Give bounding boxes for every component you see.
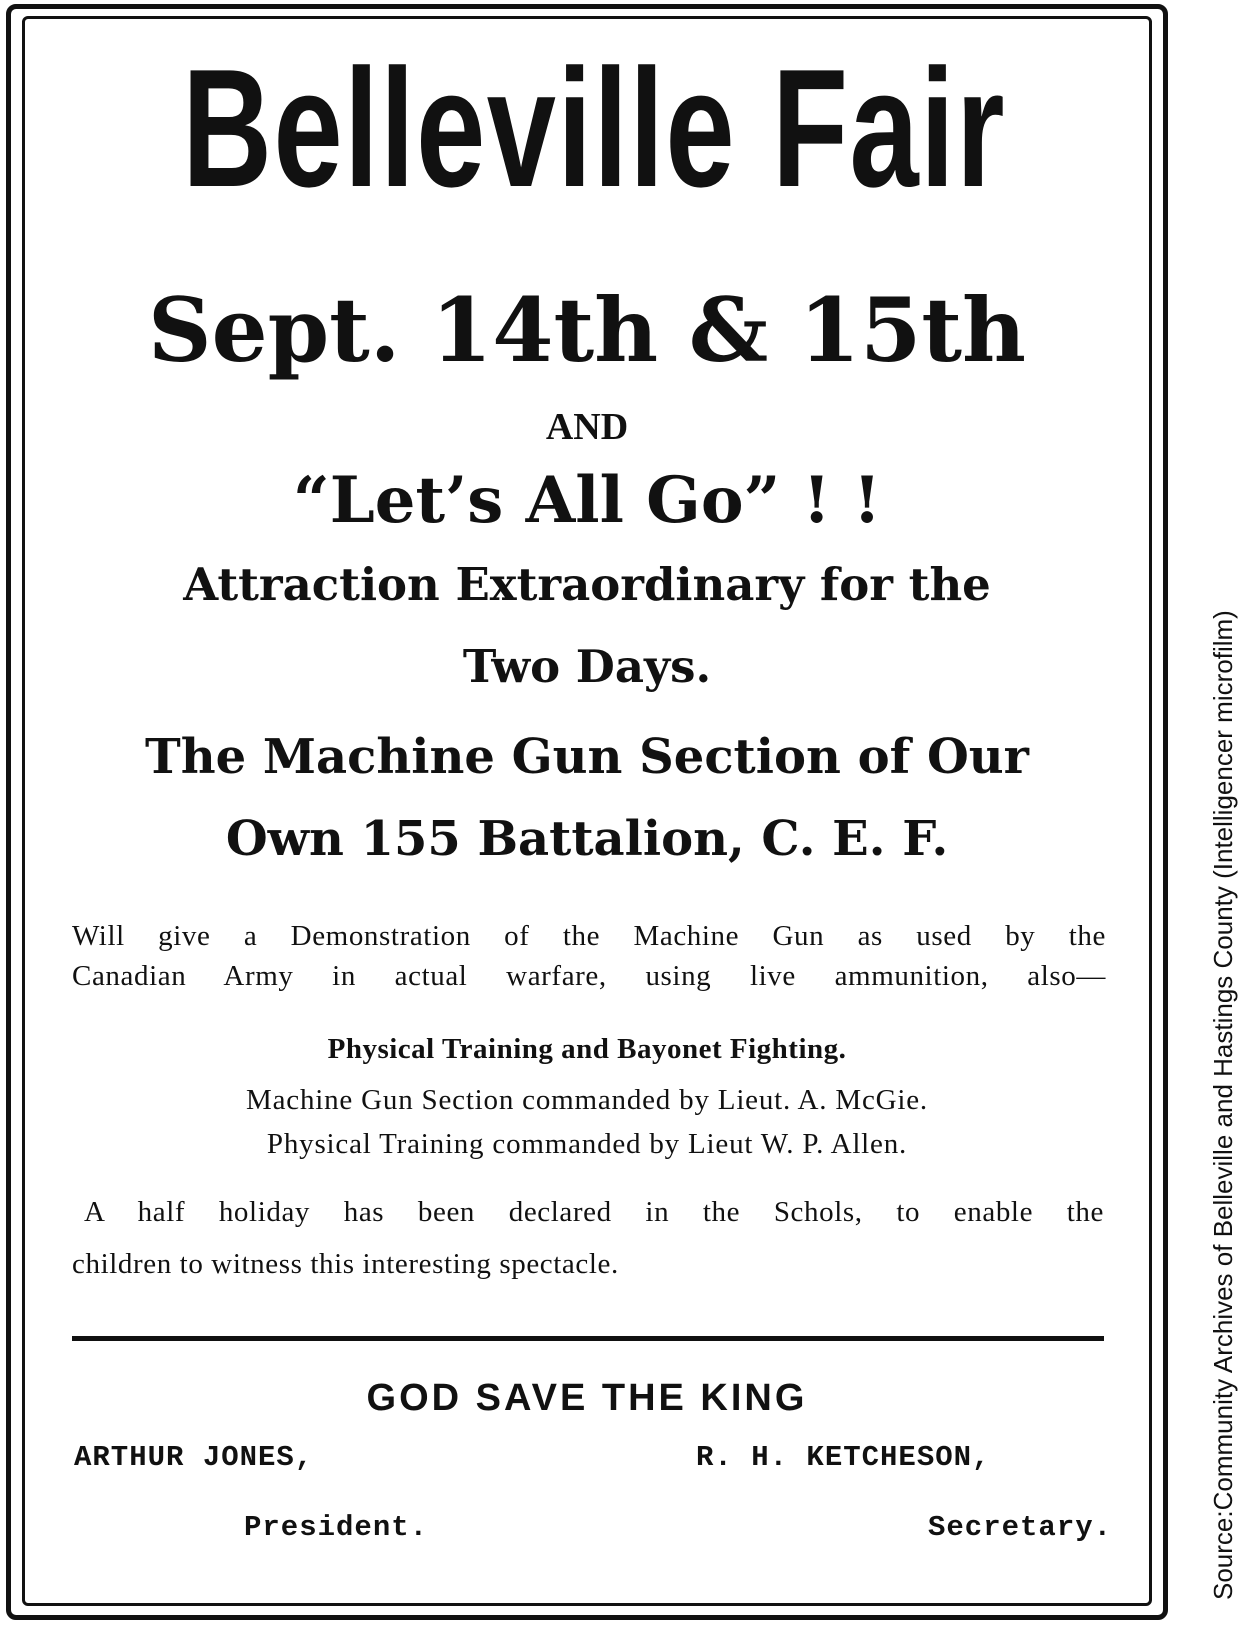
fair-dates: Sept. 14th & 15th bbox=[148, 278, 1026, 382]
secretary-title: Secretary. bbox=[928, 1511, 1113, 1544]
conjunction-text: AND bbox=[545, 406, 629, 448]
slogan: “Let’s All Go” ! ! bbox=[292, 463, 882, 538]
holiday-paragraph bbox=[72, 1186, 1104, 1290]
battalion-heading bbox=[40, 716, 1134, 880]
demonstration-paragraph bbox=[72, 916, 1106, 996]
source-credit: Source:Community Archives of Belleville and Hastings County (Intelligencer microfilm) bbox=[1208, 610, 1238, 1600]
ad-title: Belleville Fair bbox=[182, 34, 1007, 222]
newspaper-advertisement bbox=[40, 30, 1134, 1590]
attraction-line: Two Days. bbox=[462, 640, 712, 693]
command-line: Physical Training commanded by Lieut W. P. Allen. bbox=[266, 1128, 908, 1160]
battalion-line: Own 155 Battalion, C. E. F. bbox=[225, 811, 949, 867]
horizontal-divider bbox=[72, 1336, 1104, 1341]
paragraph-line: Will give a Demonstration of the Machine Gun as used by the bbox=[72, 920, 1106, 952]
president-title: President. bbox=[244, 1511, 429, 1544]
command-info bbox=[40, 1078, 1134, 1166]
training-heading: Physical Training and Bayonet Fighting. bbox=[327, 1033, 847, 1065]
officers-block bbox=[40, 1441, 1134, 1591]
president-name: ARTHUR JONES, bbox=[74, 1441, 314, 1474]
command-line: Machine Gun Section commanded by Lieut. A. McGie. bbox=[246, 1084, 928, 1116]
paragraph-line: children to witness this interesting spectacle. bbox=[72, 1248, 619, 1280]
attraction-heading bbox=[40, 544, 1134, 708]
secretary-name: R. H. KETCHESON, bbox=[696, 1441, 991, 1474]
attraction-line: Attraction Extraordinary for the bbox=[183, 558, 991, 611]
paragraph-line: A half holiday has been declared in the Schols, to enable the bbox=[84, 1196, 1104, 1228]
paragraph-line: Canadian Army in actual warfare, using live ammunition, also— bbox=[72, 960, 1106, 992]
battalion-line: The Machine Gun Section of Our bbox=[145, 729, 1029, 785]
motto: GOD SAVE THE KING bbox=[366, 1377, 808, 1419]
